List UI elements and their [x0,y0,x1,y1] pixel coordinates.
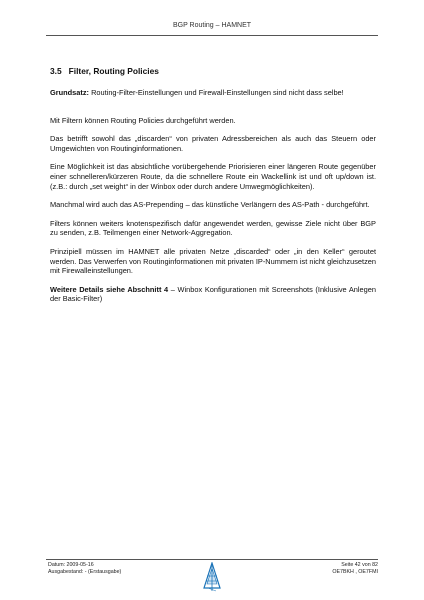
paragraph-knotenspezifisch: Filters können weiters knotenspezifisch dafür angewendet werden, gewisse Ziele nicht über BGP zu senden, z.B. Teilmengen einer Network-Aggregation. [50,218,376,238]
details-text: – Winbox Konfigurationen mit Screenshots (Inklusive Anlegen der Basic-Filter) [50,284,376,304]
footer-right [332,562,378,576]
footer-date: Datum: 2009-05-16 [48,562,94,568]
header-divider [46,35,378,36]
paragraph-priorisieren: Eine Möglichkeit ist das absichtliche vorübergehende Priorisieren einer längeren Route gegenüber einer schnelleren/kürzeren Route, da die schnellere Route ein Wackellink ist und oft up/down ist. (z.B.: durch „set weight“ in der Winbox oder durch andere Umwegmöglichkeiten). [50,162,376,191]
paragraph-private-netze: Prinzipiell müssen im HAMNET alle privaten Netze „discarded“ oder „in den Keller“ geroutet werden. Das Verwerfen von Routinginformationen mit privaten IP-Nummern ist nicht gleichzusetzen mit Firewalleinstellungen. [50,246,376,276]
details-reference: Weitere Details siehe Abschnitt 4 [50,284,169,294]
footer-authors: OE7BKH , OE7FMI [332,569,378,575]
paragraph-weitere-details [50,285,376,304]
footer-page-number: Seite 42 von 82 [341,562,378,568]
footer-divider [46,559,378,560]
paragraph-as-prepending: Manchmal wird auch das AS-Prepending – das künstliche Verlängern des AS-Path - durchgeführt. [50,200,370,210]
grundsatz-text: Routing-Filter-Einstellungen und Firewall-Einstellungen sind nicht dass selbe! [89,88,344,97]
footer-left [48,562,121,576]
footer-edition: Ausgabestand: - (Erstausgabe) [48,569,122,575]
section-title: Filter, Routing Policies [68,66,159,76]
grundsatz-label: Grundsatz: [50,88,90,97]
page-content [50,66,376,313]
paragraph-discarden: Das betrifft sowohl das „discarden“ von privaten Adressbereichen als auch das Steuern oder Umgewichten von Routinginformationen. [50,134,376,153]
paragraph-grundsatz [50,88,376,98]
ham-radio-logo-icon [203,562,221,592]
section-number: 3.5 [50,66,62,76]
page-header-title: BGP Routing – HAMNET [172,22,252,29]
section-heading [50,66,376,76]
paragraph-filter-intro: Mit Filtern können Routing Policies durchgeführt werden. [50,115,236,125]
